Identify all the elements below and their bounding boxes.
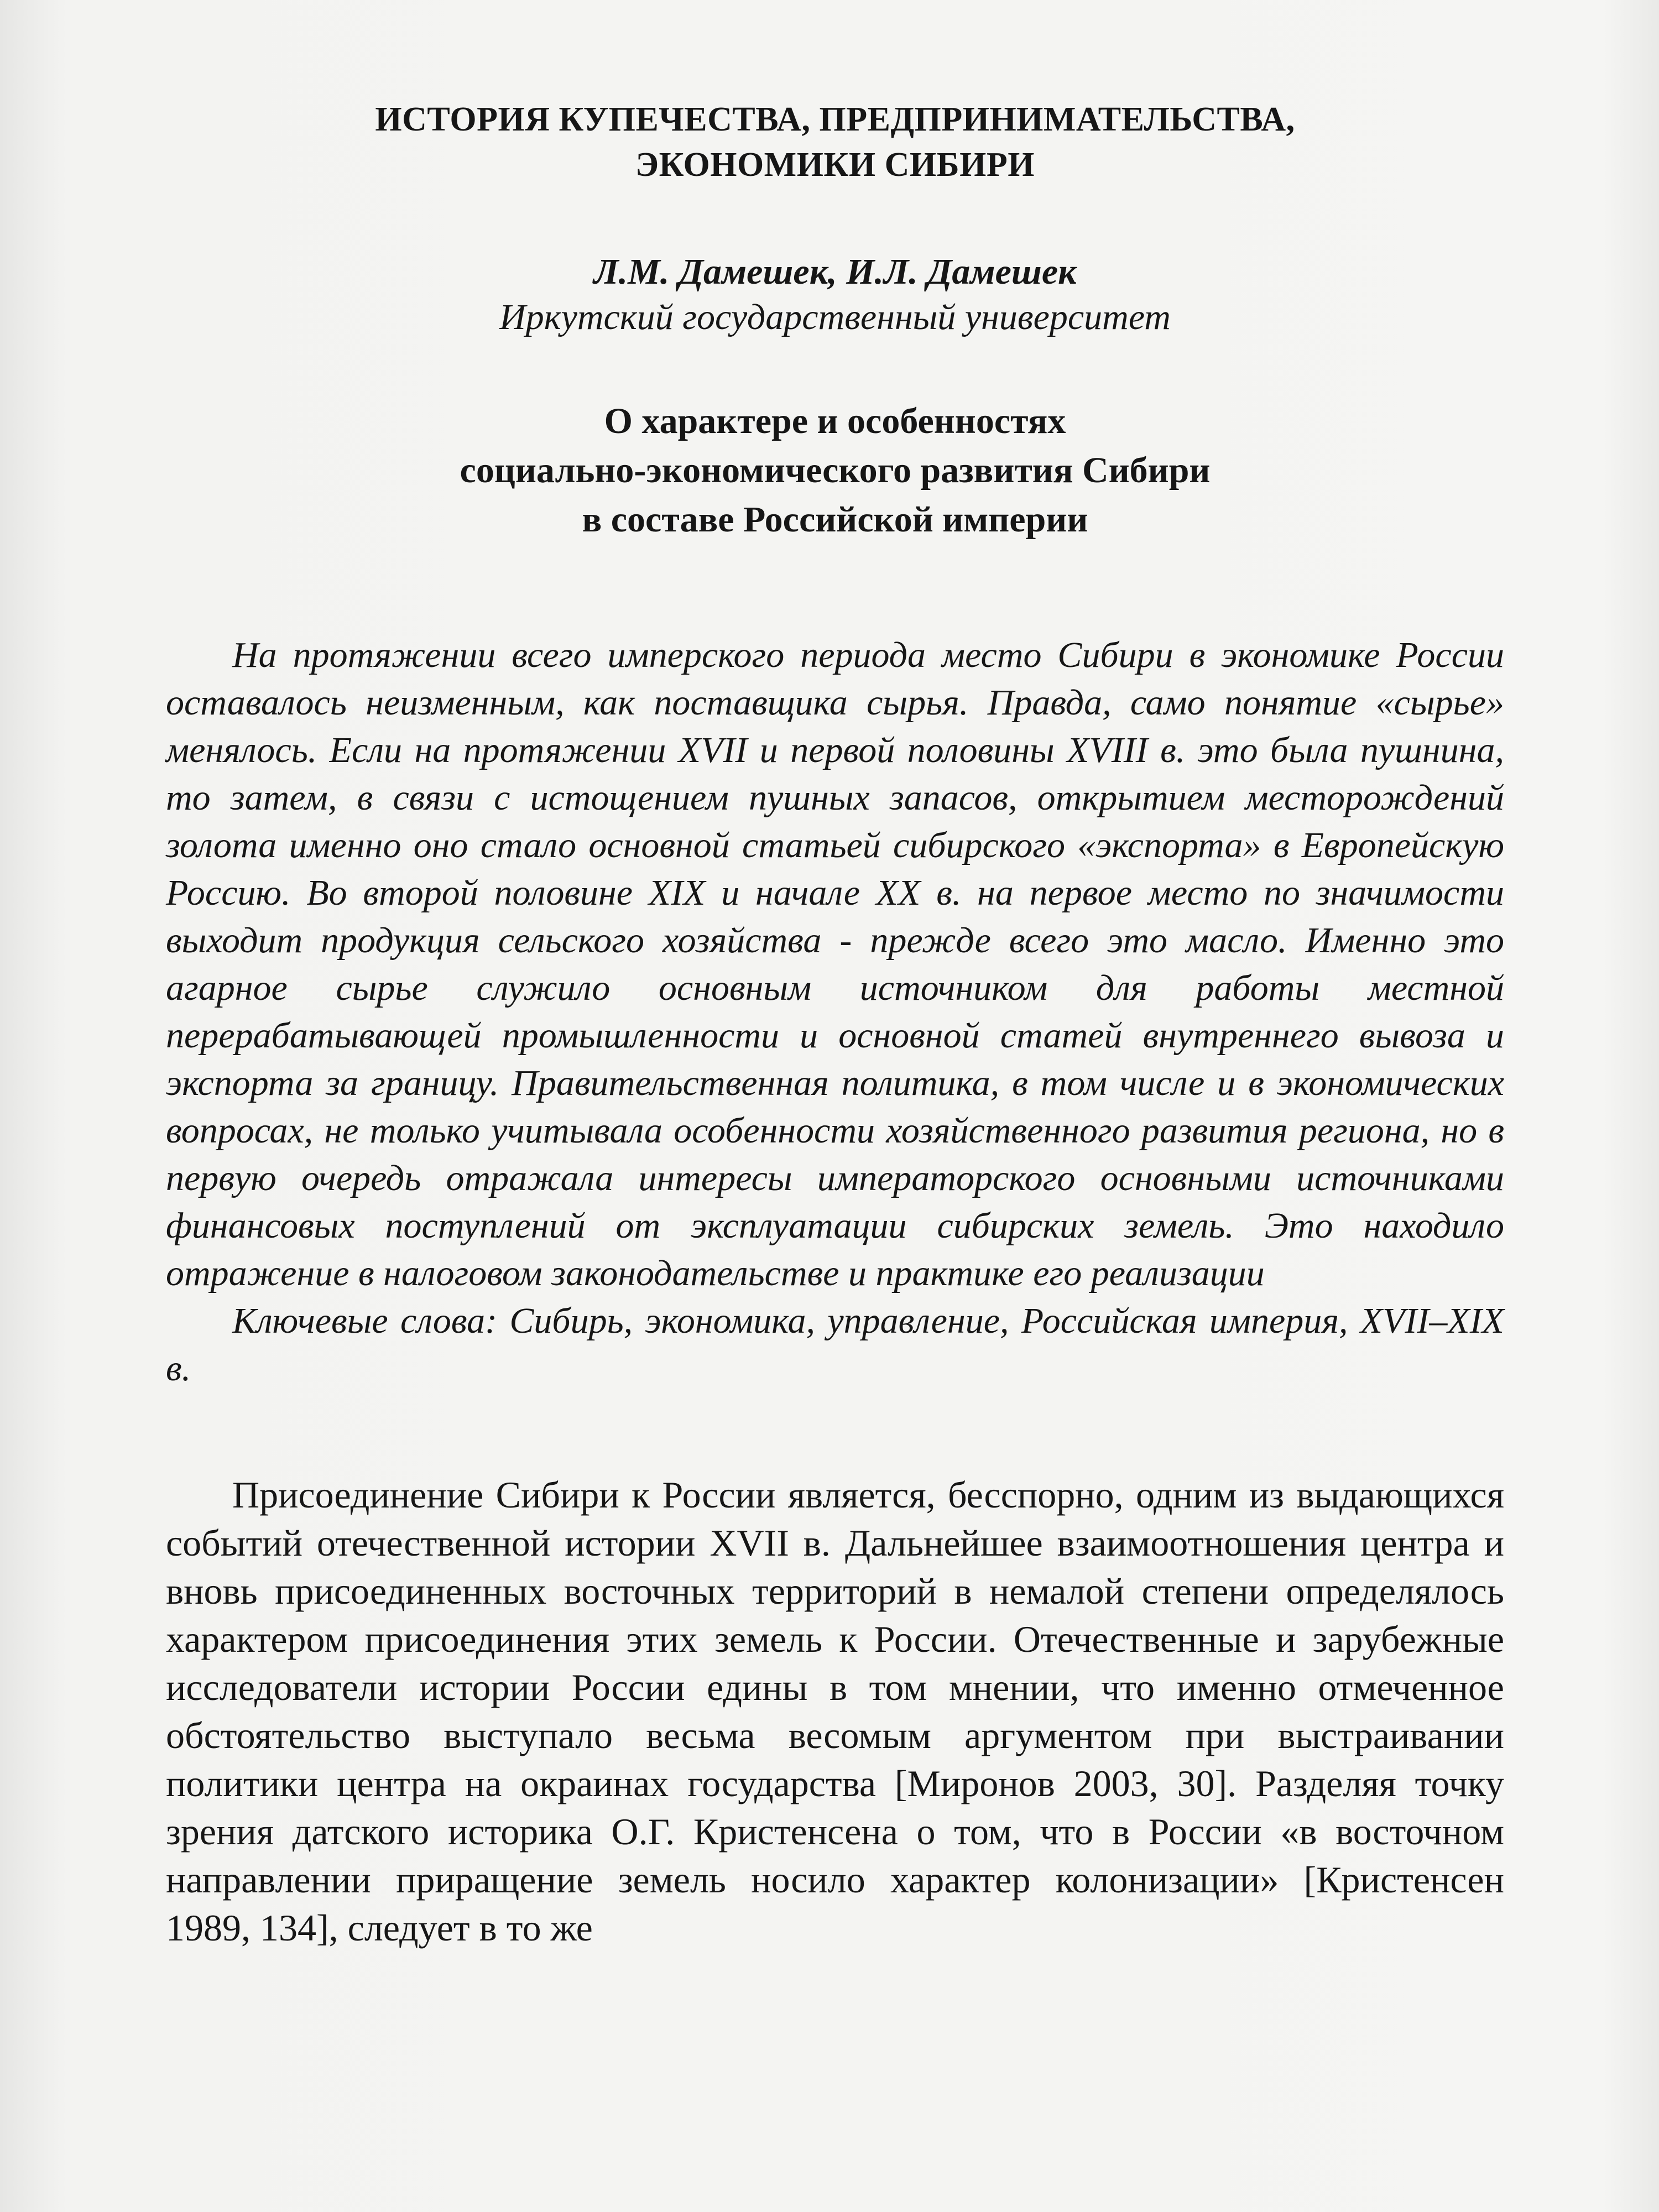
article-title-line-2: социально-экономического развития Сибири: [460, 450, 1211, 491]
body-paragraph: Присоединение Сибири к России является, бесспорно, одним из выдающихся событий отечественной истории XVII в. Дальнейшее взаимоотношения центра и вновь присоединенных восточных территорий в немалой степени определялось характером присоединения этих земель к России. Отечественные и зарубежные исследователи истории России едины в том мнении, что именно отмеченное обстоятельство выступало весьма весомым аргументом при выстраивании политики центра на окраинах государства [Миронов 2003, 30]. Разделяя точку зрения датского историка О.Г. Кристенсена о том, что в России «в восточном направлении приращение земель носило характер колонизации» [Кристенсен 1989, 134], следует в то же: [166, 1474, 1504, 1949]
keywords: Ключевые слова: Сибирь, экономика, управление, Российская империя, XVII–XIX в.: [166, 1301, 1504, 1389]
section-title-line-2: ЭКОНОМИКИ СИБИРИ: [635, 146, 1035, 184]
author-affiliation: Иркутский государственный университет: [499, 297, 1171, 337]
section-title: [166, 97, 1504, 187]
article-title: [166, 397, 1504, 544]
article-title-line-1: О характере и особенностях: [604, 401, 1066, 441]
section-title-line-1: ИСТОРИЯ КУПЕЧЕСТВА, ПРЕДПРИНИМАТЕЛЬСТВА,: [375, 101, 1295, 138]
article-title-line-3: в составе Российской империи: [582, 499, 1088, 540]
page-content: [166, 97, 1504, 1952]
article-authors: Л.М. Дамешек, И.Л. Дамешек: [593, 252, 1077, 292]
abstract: [166, 632, 1504, 1297]
abstract-text: На протяжении всего имперского периода место Сибири в экономике России оставалось неизменным, как поставщика сырья. Правда, само понятие «сырье» менялось. Если на протяжении XVII и первой половины XVIII в. это была пушнина, то затем, в связи с истощением пушных запасов, открытием месторождений золота именно оно стало основной статьей сибирского «экспорта» в Европейскую Россию. Во второй половине XIX и начале XX в. на первое место по значимости выходит продукция сельского хозяйства - прежде всего это масло. Именно это агарное сырье служило основным источником для работы местной перерабатывающей промышленности и основной статей внутреннего вывоза и экспорта за границу. Правительственная политика, в том числе и в экономических вопросах, не только учитывала особенности хозяйственного развития региона, но в первую очередь отражала интересы императорского основными источниками финансовых поступлений от эксплуатации сибирских земель. Это находило отражение в налоговом законодательстве и практике его реализации: [166, 635, 1504, 1293]
article-body: [166, 1471, 1504, 1952]
